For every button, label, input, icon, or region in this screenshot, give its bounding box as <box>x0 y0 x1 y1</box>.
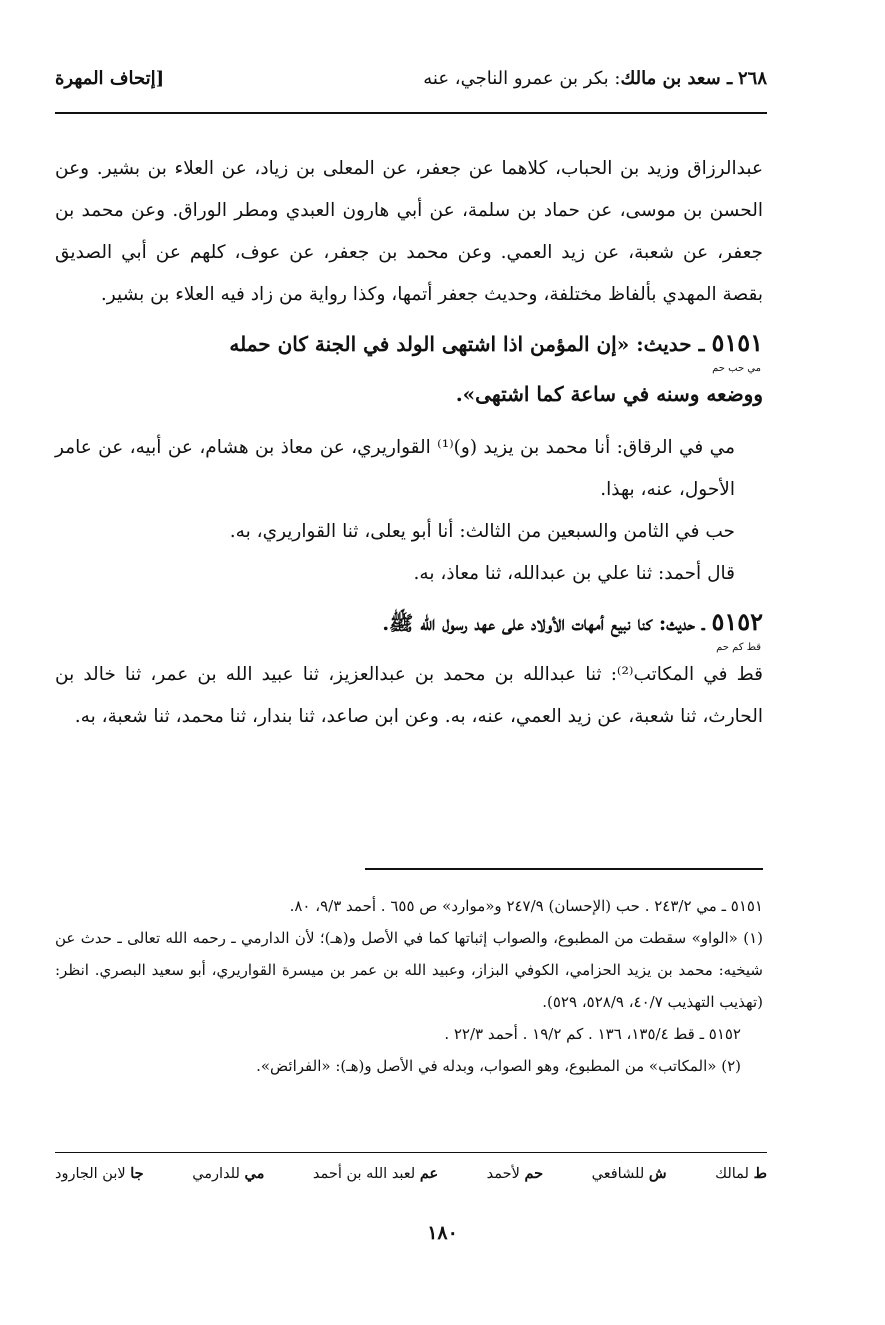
footnote: ٥١٥١ ـ مي ٢٤٣/٢ . حب (الإحسان) ٢٤٧/٩ و«موارد» ص ٦٥٥ . أحمد ٩/٣، ٨٠. <box>289 897 763 915</box>
footnote: (٢) «المكاتب» من المطبوع، وهو الصواب، وبدله في الأصل و(هـ): «الفرائض». <box>256 1057 741 1075</box>
hadith-number: ٥١٥١ <box>711 328 763 357</box>
abbrev-item: مي للدارمي <box>192 1165 265 1182</box>
hadith-5151-heading <box>55 324 763 363</box>
header-book-title: [إتحاف المهرة <box>55 67 165 89</box>
hadith-text: ـ حديث: «إن المؤمن اذا اشتهى الولد في الجنة كان حمله <box>229 332 705 356</box>
source-paragraph: مي في الرقاق: أنا محمد بن يزيد (و)⁽¹⁾ القواريري، عن معاذ بن هشام، عن أبيه، عن عامر الأحول، عنه، بهذا. <box>55 437 735 500</box>
header-chapter: سعد بن مالك <box>620 67 721 89</box>
abbrev-item: جا لابن الجارود <box>55 1165 144 1182</box>
page-number: ١٨٠ <box>427 1222 458 1244</box>
source-paragraph: قط في المكاتب⁽²⁾: ثنا عبدالله بن محمد بن عبدالعزيز، ثنا عبيد الله بن عمر، ثنا خالد بن الحارث، ثنا شعبة، عن زيد العمي، عنه، به. وعن ابن صاعد، ثنا بندار، ثنا محمد، ثنا شعبة، به. <box>55 664 763 727</box>
abbreviation-key <box>55 1165 767 1182</box>
hadith-5151-continuation: ووضعه وسنه في ساعة كما اشتهى». <box>455 382 763 406</box>
header-rule <box>55 112 767 114</box>
abbrev-item: ش للشافعي <box>591 1165 667 1182</box>
hadith-text: ـ حديث: كنا نبيع أمهات الأولاد على عهد رسول الله ﷺ. <box>382 611 705 635</box>
footnote: ٥١٥٢ ـ قط ١٣٥/٤، ١٣٦ . كم ١٩/٢ . أحمد ٢٢/٣ . <box>444 1025 741 1043</box>
hadith-5152-heading <box>55 603 763 642</box>
footnotes <box>55 890 763 1082</box>
intro-paragraph: عبدالرزاق وزيد بن الحباب، كلاهما عن جعفر، عن المعلى بن زياد، عن العلاء بن بشير. وعن الحسن بن موسى، عن حماد بن سلمة، عن أبي هارون العبدي ومطر الوراق. وعن محمد بن جعفر، عن شعبة، عن زيد العمي. وعن محمد بن جعفر، عن عوف، كلهم عن أبي الصديق بقصة المهدي بألفاظ مختلفة، وحديث جعفر أتمها، وكذا رواية من زاد فيه العلاء بن بشير. <box>55 158 763 305</box>
abbrev-item: عم لعبد الله بن أحمد <box>312 1165 439 1182</box>
header-subtitle: بكر بن عمرو الناجي، عنه <box>423 67 609 89</box>
source-paragraph: قال أحمد: ثنا علي بن عبدالله، ثنا معاذ، به. <box>413 563 735 584</box>
running-header <box>55 58 767 98</box>
key-rule <box>55 1152 767 1153</box>
footnote: (١) «الواو» سقطت من المطبوع، والصواب إثباتها كما في الأصل و(هـ)؛ لأن الدارمي ـ رحمه الله تعالى ـ حدث عن شيخيه: محمد بن يزيد الحزامي، الكوفي البزاز، وعبيد الله بن عمر بن ميسرة القواريري، أبو سعيد البصري. انظر: (تهذيب التهذيب ٤٠/٧، ٥٢٨/٩، ٥٢٩). <box>55 929 763 1011</box>
hadith-5151-sigla: مي حب حم <box>712 363 761 374</box>
header-title: ٢٦٨ ـ سعد بن مالك: بكر بن عمرو الناجي، عنه <box>423 67 767 89</box>
abbrev-item: ط لمالك <box>715 1165 767 1182</box>
main-text <box>55 148 763 738</box>
footnote-rule <box>365 868 763 870</box>
abbrev-item: حم لأحمد <box>486 1165 544 1182</box>
hadith-5152-sigla: قط كم حم <box>716 642 761 653</box>
header-page-ref: ٢٦٨ <box>737 67 767 89</box>
hadith-number: ٥١٥٢ <box>711 607 763 636</box>
source-paragraph: حب في الثامن والسبعين من الثالث: أنا أبو يعلى، ثنا القواريري، به. <box>229 521 735 542</box>
